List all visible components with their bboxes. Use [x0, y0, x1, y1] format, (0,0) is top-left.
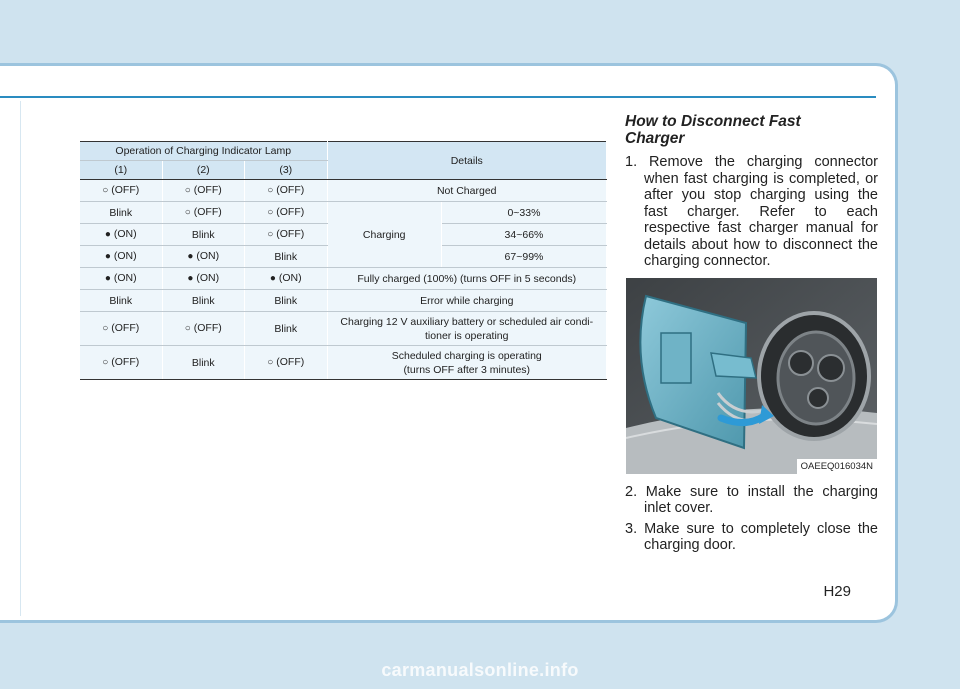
off-circle-icon: ○: [102, 323, 109, 334]
off-circle-icon: ○: [267, 207, 274, 218]
charge-percent: 0~33%: [441, 202, 606, 224]
off-circle-icon: ○: [267, 357, 274, 368]
table-row: ● (ON) Blink ○ (OFF) 34~66%: [80, 224, 607, 246]
charging-label: Charging: [327, 202, 441, 268]
header-col-2: (2): [162, 161, 245, 180]
row-detail: Charging 12 V auxiliary battery or scheduled air condi- tioner is operating: [327, 312, 607, 346]
off-circle-icon: ○: [184, 185, 191, 196]
header-col-1: (1): [80, 161, 162, 180]
on-dot-icon: ●: [104, 273, 111, 284]
manual-page: [0, 63, 898, 623]
header-rule: [0, 96, 876, 98]
off-circle-icon: ○: [102, 185, 109, 196]
section-title: How to Disconnect Fast Charger: [625, 113, 801, 147]
on-dot-icon: ●: [187, 273, 194, 284]
table-row: ○ (OFF) ○ (OFF) Blink Charging 12 V auxiliary battery or scheduled air condi- tioner is operating: [80, 312, 607, 346]
header-lamp-operation: Operation of Charging Indicator Lamp: [80, 142, 327, 161]
header-details: Details: [327, 142, 607, 180]
page-number: H29: [823, 583, 851, 600]
charging-door-photo: [626, 278, 877, 474]
charging-door-illustration: [626, 278, 877, 474]
off-circle-icon: ○: [267, 185, 274, 196]
off-circle-icon: ○: [102, 357, 109, 368]
charging-indicator-table: [80, 141, 607, 380]
table-row: ● (ON) ● (ON) Blink 67~99%: [80, 246, 607, 268]
header-col-3: (3): [245, 161, 328, 180]
row-detail: Scheduled charging is operating (turns OFF after 3 minutes): [327, 346, 607, 380]
on-dot-icon: ●: [269, 273, 276, 284]
image-code: OAEEQ016034N: [797, 459, 877, 474]
watermark: carmanualsonline.info: [381, 660, 579, 680]
off-circle-icon: ○: [267, 229, 274, 240]
row-detail: Fully charged (100%) (turns OFF in 5 seconds): [327, 268, 607, 290]
table-row: ● (ON) ● (ON) ● (ON) Fully charged (100%) (turns OFF in 5 seconds): [80, 268, 607, 290]
off-circle-icon: ○: [184, 323, 191, 334]
on-dot-icon: ●: [187, 251, 194, 262]
table-row: ○ (OFF) Blink ○ (OFF) Scheduled charging is operating (turns OFF after 3 minutes): [80, 346, 607, 380]
step-3: 3. Make sure to completely close the charging door.: [625, 520, 878, 553]
on-dot-icon: ●: [104, 251, 111, 262]
on-dot-icon: ●: [104, 229, 111, 240]
margin-rule: [20, 101, 21, 616]
step-1: 1. Remove the charging connector when fast charging is completed, or after you stop charging using the fast charger. Refer to each respective fast charger manual for details about how to disconnect the charging connector.: [625, 154, 878, 269]
row-detail: Error while charging: [327, 290, 607, 312]
table-row: ○ (OFF) ○ (OFF) ○ (OFF) Not Charged: [80, 180, 607, 202]
off-circle-icon: ○: [184, 207, 191, 218]
row-detail: Not Charged: [327, 180, 607, 202]
table-row: Blink Blink Blink Error while charging: [80, 290, 607, 312]
table-row: Blink ○ (OFF) ○ (OFF) Charging 0~33%: [80, 202, 607, 224]
step-2: 2. Make sure to install the charging inlet cover.: [625, 483, 878, 516]
instructions-column: [625, 113, 878, 554]
charge-percent: 34~66%: [441, 224, 606, 246]
charge-percent: 67~99%: [441, 246, 606, 268]
